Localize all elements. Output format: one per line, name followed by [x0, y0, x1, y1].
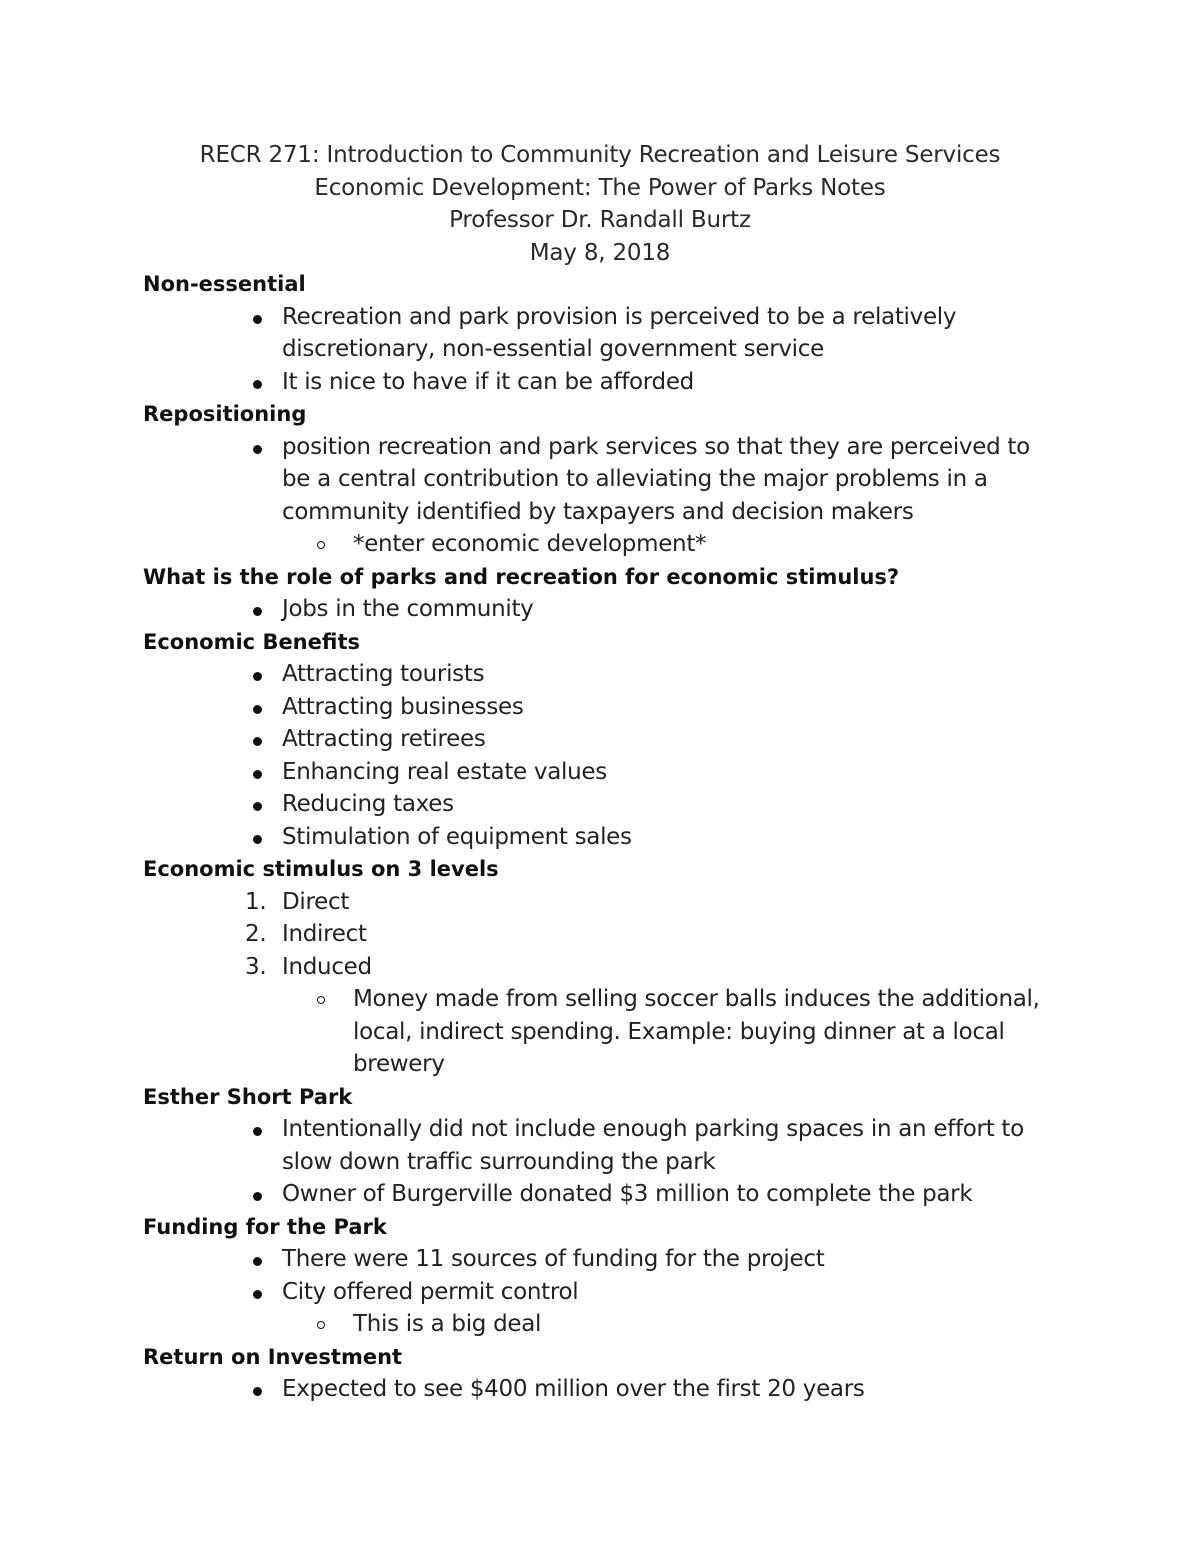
list-item	[143, 1373, 1103, 1406]
list-item	[143, 756, 1103, 789]
bullet-icon	[253, 445, 262, 454]
list-item-text: Recreation and park provision is perceived to be a relatively	[282, 303, 957, 330]
section-heading: Economic Benefits	[143, 629, 360, 654]
numbered-item-text: Indirect	[282, 921, 367, 947]
list-item-text: Attracting retirees	[282, 726, 486, 752]
list-item	[143, 788, 1103, 821]
section-heading: Non-essential	[143, 272, 306, 296]
bullet-icon	[253, 672, 262, 681]
notes-body	[143, 268, 1103, 1406]
list-item-text: Enhancing real estate values	[282, 758, 607, 785]
list-item	[143, 1113, 1103, 1146]
list-item-text: It is nice to have if it can be afforded	[282, 368, 694, 395]
list-item	[143, 366, 1103, 399]
bullet-icon	[253, 737, 262, 746]
section-heading: Economic stimulus on 3 levels	[143, 857, 499, 881]
list-item-text: Attracting businesses	[282, 693, 524, 720]
list-item-text: City offered permit control	[282, 1278, 579, 1305]
bullet-icon	[253, 1192, 262, 1201]
section-heading: Repositioning	[143, 402, 307, 426]
list-item	[143, 821, 1103, 854]
list-item	[143, 723, 1103, 756]
list-item-text: Reducing taxes	[282, 791, 454, 817]
list-item	[143, 1178, 1103, 1211]
section-heading: Esther Short Park	[143, 1084, 353, 1109]
bullet-icon	[253, 315, 262, 324]
numbered-item	[143, 918, 1103, 951]
sub-list-item-text: This is a big deal	[353, 1311, 542, 1337]
item-number: 2.	[245, 921, 267, 947]
list-item-text: position recreation and park services so that they are perceived to	[282, 433, 1030, 460]
lecture-topic: Economic Development: The Power of Parks Notes	[314, 174, 886, 201]
bullet-icon	[253, 802, 262, 811]
sub-list-item-text: *enter economic development*	[353, 531, 707, 557]
course-title: RECR 271: Introduction to Community Recreation and Leisure Services	[199, 142, 1001, 168]
sub-list-item-continuation: brewery	[353, 1051, 445, 1077]
sub-list-item-continuation: local, indirect spending. Example: buying dinner at a local	[353, 1018, 1005, 1045]
section-heading: What is the role of parks and recreation for economic stimulus?	[143, 564, 900, 589]
hollow-bullet-icon	[317, 996, 325, 1004]
bullet-icon	[253, 1290, 262, 1299]
list-item	[143, 658, 1103, 691]
list-item-text: Attracting tourists	[282, 661, 485, 687]
section-heading: Funding for the Park	[143, 1214, 387, 1239]
list-item-continuation: discretionary, non-essential government service	[282, 336, 824, 362]
numbered-item	[143, 951, 1103, 984]
list-item-text: Stimulation of equipment sales	[282, 823, 632, 850]
sub-list-item	[143, 983, 1103, 1016]
list-item-continuation: community identified by taxpayers and decision makers	[282, 498, 914, 525]
bullet-icon	[253, 1257, 262, 1266]
list-item	[143, 1243, 1103, 1276]
section-heading: Return on Investment	[143, 1344, 403, 1369]
sub-list-item	[143, 1308, 1103, 1341]
sub-list-item	[143, 528, 1103, 561]
bullet-icon	[253, 705, 262, 714]
list-item	[143, 431, 1103, 464]
sub-list-item-text: Money made from selling soccer balls induces the additional,	[353, 986, 1040, 1012]
list-item-text: Jobs in the community	[282, 596, 534, 622]
list-item	[143, 593, 1103, 626]
bullet-icon	[253, 1127, 262, 1136]
bullet-icon	[253, 607, 262, 616]
hollow-bullet-icon	[317, 541, 325, 549]
item-number: 1.	[245, 888, 267, 915]
bullet-icon	[253, 380, 262, 389]
list-item-text: There were 11 sources of funding for the project	[282, 1246, 825, 1272]
item-number: 3.	[245, 953, 267, 980]
document-header	[0, 139, 1200, 269]
list-item	[143, 691, 1103, 724]
numbered-item-text: Induced	[282, 953, 372, 980]
list-item-continuation: be a central contribution to alleviating the major problems in a	[282, 466, 988, 492]
hollow-bullet-icon	[317, 1321, 325, 1329]
list-item-text: Owner of Burgerville donated $3 million to complete the park	[282, 1181, 973, 1207]
bullet-icon	[253, 770, 262, 779]
list-item-text: Expected to see $400 million over the first 20 years	[282, 1376, 865, 1402]
professor-name: Professor Dr. Randall Burtz	[449, 207, 751, 233]
list-item	[143, 301, 1103, 334]
list-item-continuation: slow down traffic surrounding the park	[282, 1148, 716, 1175]
numbered-item-text: Direct	[282, 888, 350, 915]
numbered-item	[143, 886, 1103, 919]
list-item	[143, 1276, 1103, 1309]
bullet-icon	[253, 835, 262, 844]
list-item-text: Intentionally did not include enough parking spaces in an effort to	[282, 1116, 1024, 1142]
lecture-date: May 8, 2018	[529, 239, 671, 266]
bullet-icon	[253, 1387, 262, 1396]
